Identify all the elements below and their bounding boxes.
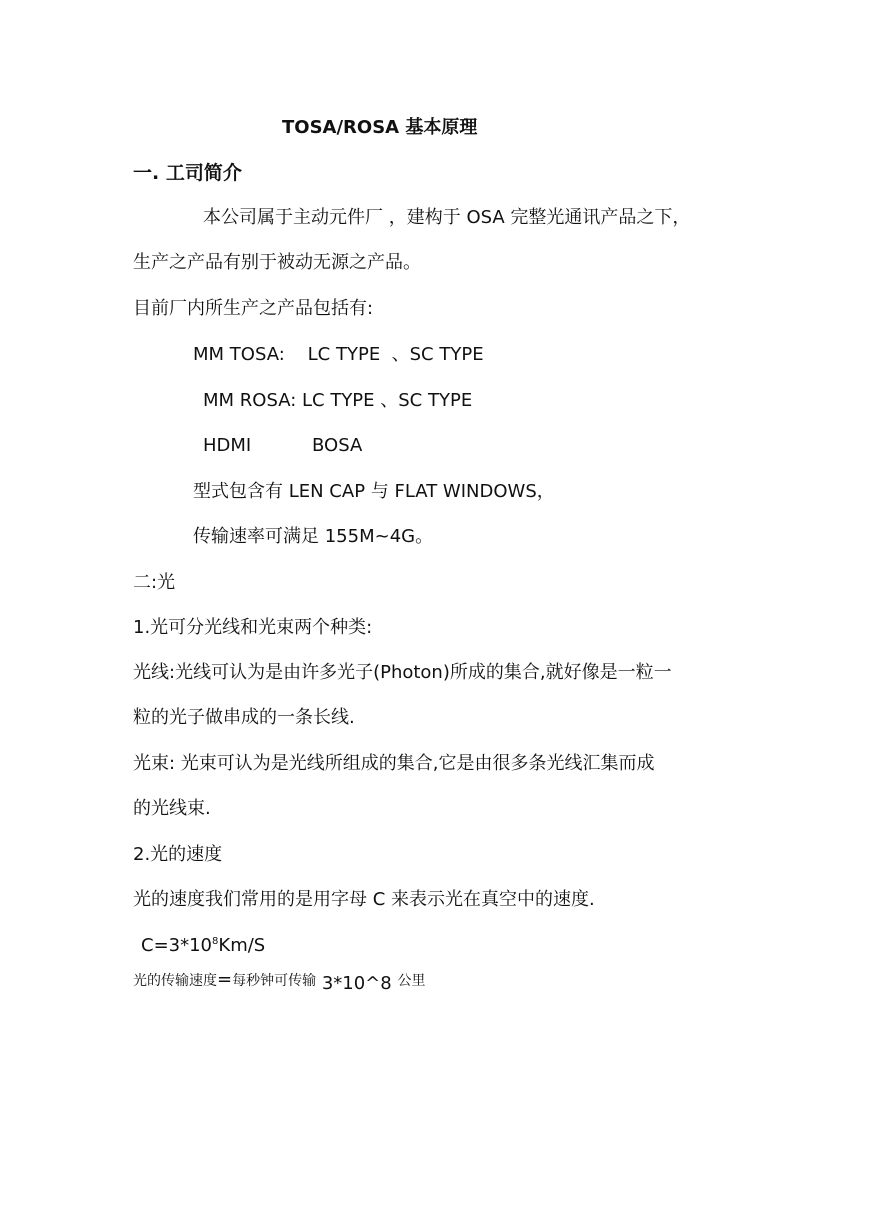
product-list-intro: 目前厂内所生产之产品包括有: (133, 298, 374, 319)
note-label: 光的传输速度 (133, 973, 217, 989)
formula-exponent: 8 (212, 936, 219, 947)
product-mm-rosa: MM ROSA: LC TYPE 、SC TYPE (203, 390, 473, 411)
beam-definition-line-1: 光束: 光束可认为是光线所组成的集合,它是由很多条光线汇集而成 (133, 753, 655, 774)
product-bosa: BOSA (312, 435, 363, 456)
beam-definition-line-2: 的光线束. (133, 798, 211, 819)
subsection-2-2: 2.光的速度 (133, 844, 223, 865)
note-equals: = (217, 969, 233, 990)
transmission-speed-note (133, 968, 425, 993)
speed-formula (141, 934, 265, 958)
note-value: 3*10^8 (321, 973, 392, 994)
ray-definition-line-1: 光线:光线可认为是由许多光子(Photon)所成的集合,就好像是一粒一 (133, 662, 672, 683)
formula-base: C=3*10 (141, 935, 213, 956)
intro-paragraph-line-1: 本公司属于主动元件厂 ，建构于 OSA 完整光通讯产品之下， (203, 207, 691, 228)
intro-paragraph-line-2: 生产之产品有别于被动无源之产品。 (133, 252, 421, 273)
product-types: 型式包含有 LEN CAP 与 FLAT WINDOWS， (193, 481, 555, 502)
formula-unit: Km/S (218, 935, 266, 956)
note-unit: 公里 (397, 973, 426, 989)
section-1-heading: 一. 工司简介 (133, 162, 242, 184)
subsection-2-1: 1.光可分光线和光束两个种类: (133, 617, 373, 638)
section-2-heading: 二:光 (133, 572, 176, 593)
doc-title: TOSA/ROSA 基本原理 (282, 117, 478, 138)
product-mm-tosa: MM TOSA: LC TYPE 、SC TYPE (193, 344, 484, 365)
transmission-rate: 传输速率可满足 155M~4G。 (193, 526, 434, 547)
note-per-second: 每秒钟可传输 (232, 973, 317, 989)
speed-description: 光的速度我们常用的是用字母 C 来表示光在真空中的速度. (133, 889, 595, 910)
ray-definition-line-2: 粒的光子做串成的一条长线. (133, 707, 355, 728)
product-hdmi: HDMI (203, 435, 252, 456)
